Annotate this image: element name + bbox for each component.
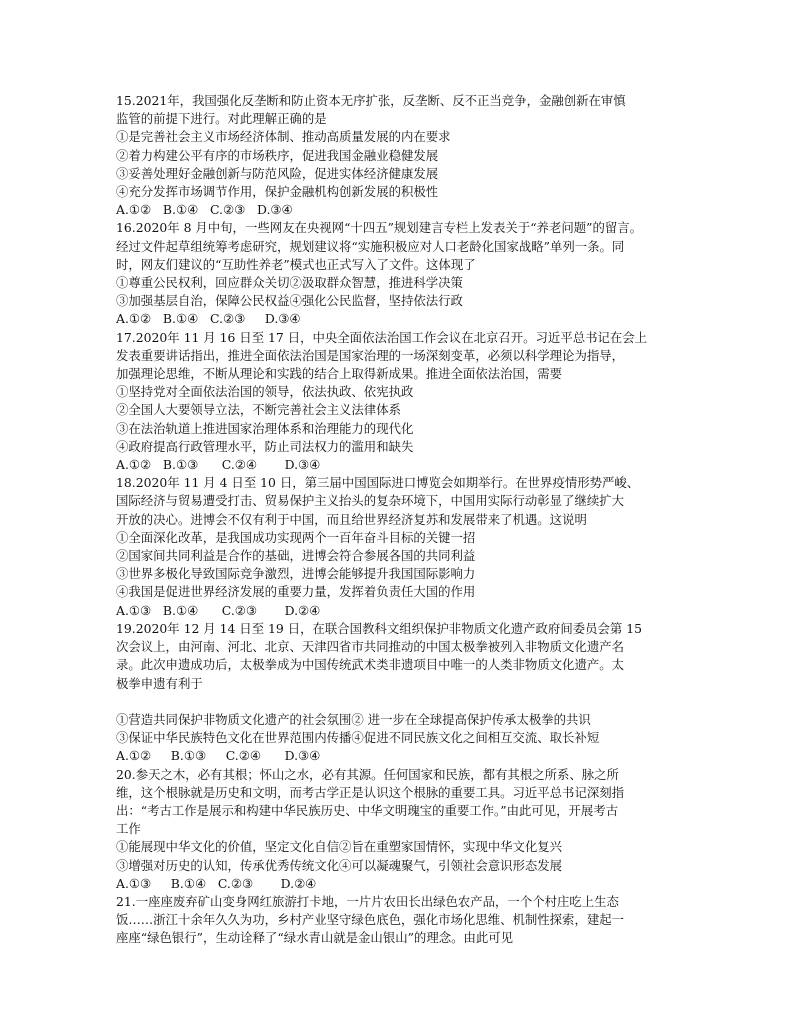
- statement-option: ④政府提高行政管理水平，防止司法权力的滥用和缺失: [116, 438, 414, 454]
- statement-option: ③增强对历史的认知，传承优秀传统文化④可以凝魂聚气，引领社会意识形态发展: [116, 857, 563, 873]
- statement-option: ①是完善社会主义市场经济体制、推动高质量发展的内在要求: [116, 129, 451, 145]
- question-stem-line: 发表重要讲话指出，推进全面依法治国是国家治理的一场深刻变革，必须以科学理论为指导，: [116, 347, 625, 363]
- question-stem-line: 经过文件起草组统筹考虑研究，规划建议将“实施积极应对人口老龄化国家战略”单列一条。同: [116, 238, 625, 254]
- question-stem-line: 监管的前提下进行。对此理解正确的是: [116, 111, 327, 127]
- question-15: [116, 92, 682, 219]
- question-stem-line: 出：“考古工作是展示和构建中华民族历史、中华文明瑰宝的重要工作。”由此可见，开展考古: [116, 802, 619, 818]
- question-stem-line: 维，这个根脉就是历史和文明，而考古学正是认识这个根脉的重要工具。习近平总书记深刻指: [116, 784, 625, 800]
- question-stem-line: 座座“绿色银行”，生动诠释了“绿水青山就是金山银山”的理念。由此可见: [116, 930, 514, 946]
- statement-option: ①营造共同保护非物质文化遗产的社会氛围② 进一步在全球提高保护传承太极拳的共识: [116, 711, 591, 727]
- question-21: [116, 893, 682, 948]
- answer-choices: A.①② B.①④ C.②③ D.③④: [116, 311, 301, 327]
- statement-option: ①尊重公民权利，回应群众关切②汲取群众智慧，推进科学决策: [116, 275, 463, 291]
- question-stem-line: 录。此次申遗成功后，太极拳成为中国传统武术类非遗项目中唯一的人类非物质文化遗产。太: [116, 657, 625, 673]
- question-stem-line: 时，网友们建议的“互助性养老”模式也正式写入了文件。这体现了: [116, 256, 476, 272]
- statement-option: ①能展现中华文化的价值，坚定文化自信②旨在重塑家国情怀，实现中华文化复兴: [116, 839, 563, 855]
- exam-page: [116, 92, 682, 948]
- statement-option: ④充分发挥市场调节作用，保护金融机构创新发展的积极性: [116, 184, 439, 200]
- statement-option: ③世界多极化导致国际竞争激烈，进博会能够提升我国国际影响力: [116, 566, 476, 582]
- question-stem-line: 饭……浙江十余年久久为功，乡村产业坚守绿色底色，强化市场化思维、机制性探索，建起一: [116, 912, 625, 928]
- question-stem-line: 国际经济与贸易遭受打击、贸易保护主义抬头的复杂环境下，中国用实际行动彰显了继续扩大: [116, 493, 625, 509]
- statement-option: ③保证中华民族特色文化在世界范围内传播④促进不同民族文化之间相互交流、取长补短: [116, 730, 600, 746]
- blank-spacer: [116, 693, 682, 711]
- statement-option: ④我国是促进世界经济发展的重要力量，发挥着负责任大国的作用: [116, 584, 476, 600]
- question-17: [116, 329, 682, 475]
- question-16: [116, 219, 682, 328]
- answer-choices: A.①② B.①④ C.②③ D.③④: [116, 202, 293, 218]
- statement-option: ③在法治轨道上推进国家治理体系和治理能力的现代化: [116, 420, 414, 436]
- answer-choices: A.①② B.①③ C.②④ D.③④: [116, 457, 321, 473]
- question-stem-line: 16.2020年 8 月中旬，一些网友在央视网“十四五”规划建言专栏上发表关于“养老问题”的留言。: [116, 220, 643, 236]
- question-18: [116, 474, 682, 620]
- question-stem-line: 工作: [116, 821, 141, 837]
- question-stem-line: 开放的决心。进博会不仅有利于中国，而且给世界经济复苏和发展带来了机遇。这说明: [116, 511, 587, 527]
- statement-option: ②国家间共同利益是合作的基础，进博会符合参展各国的共同利益: [116, 548, 476, 564]
- question-stem-line: 加强理论思维，不断从理论和实践的结合上取得新成果。推进全面依法治国，需要: [116, 366, 563, 382]
- answer-choices: A.①③ B.①④ C.②③ D.②④: [116, 875, 317, 891]
- question-stem-line: 极拳申遗有利于: [116, 675, 203, 691]
- question-stem-line: 15.2021年，我国强化反垄断和防止资本无序扩张，反垄断、反不正当竞争，金融创新在审慎: [116, 93, 626, 108]
- question-stem-line: 21.一座座废弃矿山变身网红旅游打卡地，一片片农田长出绿色农产品，一个个村庄吃上生态: [116, 893, 619, 909]
- statement-option: ①全面深化改革，是我国成功实现两个一百年奋斗目标的关键一招: [116, 529, 476, 545]
- statement-option: ①坚持党对全面依法治国的领导，依法执政、依宪执政: [116, 384, 414, 400]
- answer-choices: A.①③ B.①④ C.②③ D.②④: [116, 602, 321, 618]
- question-19: [116, 620, 682, 766]
- statement-option: ③妥善处理好金融创新与防范风险，促进实体经济健康发展: [116, 165, 439, 181]
- question-stem-line: 19.2020年 12 月 14 日至 19 日，在联合国教科文组织保护非物质文化遗产政府间委员会第 15: [116, 620, 642, 636]
- question-stem-line: 20.参天之木，必有其根；怀山之水，必有其源。任何国家和民族，都有其根之所系、脉之所: [116, 766, 619, 782]
- question-stem-line: 17.2020年 11 月 16 日至 17 日，中央全面依法治国工作会议在北京召开。习近平总书记在会上: [116, 329, 648, 345]
- question-stem-line: 次会议上，由河南、河北、北京、天津四省市共同推动的中国太极拳被列入非物质文化遗产名: [116, 639, 625, 655]
- answer-choices: A.①② B.①③ C.②④ D.③④: [116, 748, 321, 764]
- question-20: [116, 766, 682, 893]
- statement-option: ②全国人大要领导立法，不断完善社会主义法律体系: [116, 402, 401, 418]
- statement-option: ③加强基层自治，保障公民权益④强化公民监督，坚持依法行政: [116, 293, 463, 309]
- question-stem-line: 18.2020年 11 月 4 日至 10 日，第三届中国国际进口博览会如期举行。在世界疫情形势严峻、: [116, 475, 640, 491]
- statement-option: ②着力构建公平有序的市场秩序，促进我国金融业稳健发展: [116, 147, 439, 163]
